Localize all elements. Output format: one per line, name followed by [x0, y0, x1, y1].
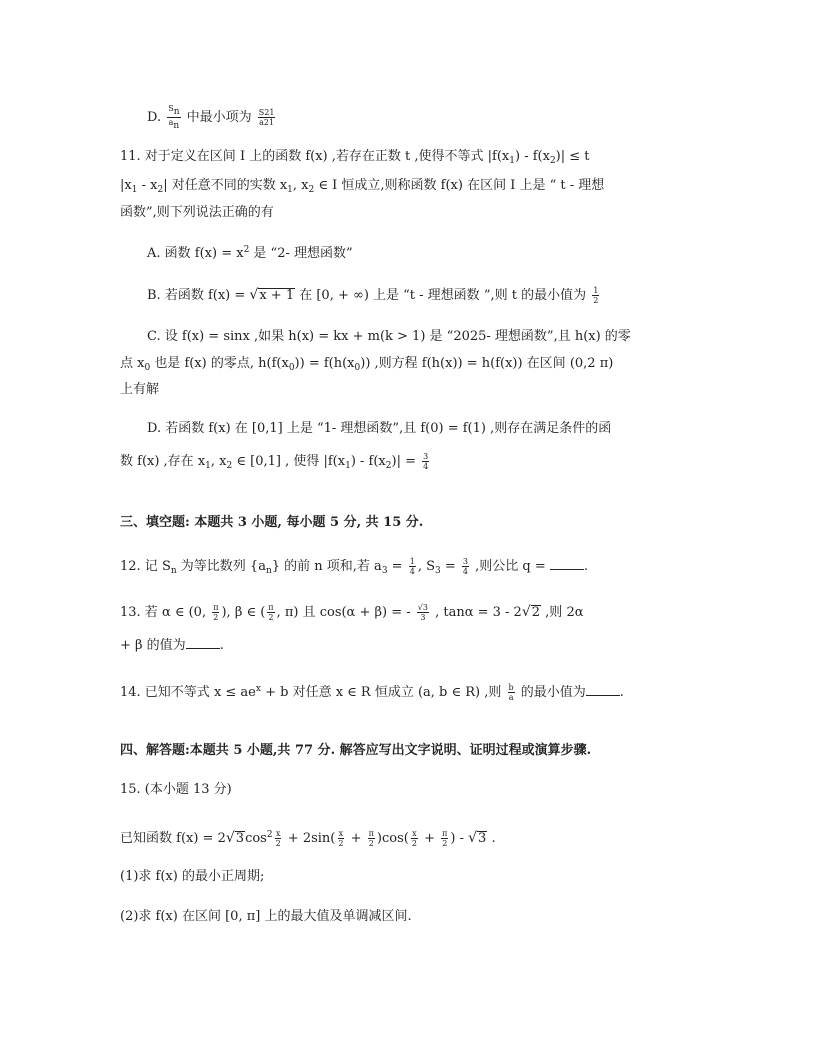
text-line-l02: 11. 对于定义在区间 I 上的函数 f(x) ,若存在正数 t ,使得不等式 $|f(x_1) - f(x_2)| \le t$	[120, 149, 590, 166]
text-line-l11: 数 f(x) ,存在 $x_1$, $x_2$ ∈ [0,1] , 使得 $|f(x_1) - f(x_2)|$ = $\frac{3}{4}$	[120, 452, 429, 471]
text-line-l20: (1)求 f(x) 的最小正周期;	[120, 869, 265, 884]
text-line-l01: D. $\frac{S_n}{a_n}$ 中最小项为 $\frac{S21}{a21}$	[147, 104, 275, 131]
text-line-l09: 上有解	[120, 382, 160, 397]
text-line-l14: 13. 若 α ∈ (0, $\frac{\pi}{2}$ ), β ∈ ( $\frac{\pi}{2}$ , π) 且 cos(α + β) = - $\frac{√3}{3}$ , tanα = 3 - 2√2 ,则 2α	[120, 603, 584, 622]
text-line-l17: 四、解答题:本题共 5 小题,共 77 分. 解答应写出文字说明、证明过程或演算步骤.	[120, 743, 592, 758]
text-line-l07: C. 设 f(x) = sinx ,如果 h(x) = kx + m(k > 1) 是 “2025- 理想函数”,且 h(x) 的零	[147, 329, 631, 344]
text-line-l16: 14. 已知不等式 $x \le ae^x + b$ 对任意 x ∈ R 恒成立 (a, b ∈ R) ,则 $\frac{b}{a}$ 的最小值为 .	[120, 683, 624, 702]
text-line-l19: 已知函数 $f(x) = 2√3\cos^2$ $\frac{x}{2}$ + 2sin( $\frac{x}{2}$ + $\frac{\pi}{2}$ )cos( $\frac{x}{2}$ + $\frac{\pi}{2}$ ) - √3 .	[120, 829, 496, 848]
text-line-l21: (2)求 f(x) 在区间 [0, π] 上的最大值及单调减区间.	[120, 909, 412, 924]
text-line-l15: + β 的值为 .	[120, 638, 224, 653]
text-line-l03: $|x_1 - x_2|$ 对任意不同的实数 $x_1$, $x_2$ ∈ I 恒成立,则称函数 f(x) 在区间 I 上是 “ t - 理想	[120, 178, 605, 195]
text-line-l06: B. 若函数 f(x) = √x + 1 在 [0, + ∞) 上是 “t - 理想函数 ”,则 t 的最小值为 $\frac{1}{2}$	[147, 286, 599, 305]
text-line-l18: 15. (本小题 13 分)	[120, 782, 232, 797]
text-line-l12: 三、填空题: 本题共 3 小题, 每小题 5 分, 共 15 分.	[120, 515, 424, 530]
text-line-l04: 函数”,则下列说法正确的有	[120, 205, 274, 220]
text-line-l05: A. 函数 $f(x) = x^2$ 是 “2- 理想函数”	[147, 245, 353, 261]
text-line-l08: 点 $x_0$ 也是 f(x) 的零点, $h(f(x_0)) = f(h(x_0))$ ,则方程 f(h(x)) = h(f(x)) 在区间 (0,2 π)	[120, 356, 614, 373]
text-line-l10: D. 若函数 f(x) 在 [0,1] 上是 “1- 理想函数”,且 f(0) = f(1) ,则存在满足条件的函	[147, 421, 612, 436]
text-line-l13: 12. 记 $S_n$ 为等比数列 $\{a_n\}$ 的前 n 项和,若 $a_3$ = $\frac{1}{4}$ , $S_3$ = $\frac{3}{4}$ ,则公比 q = .	[120, 557, 589, 576]
